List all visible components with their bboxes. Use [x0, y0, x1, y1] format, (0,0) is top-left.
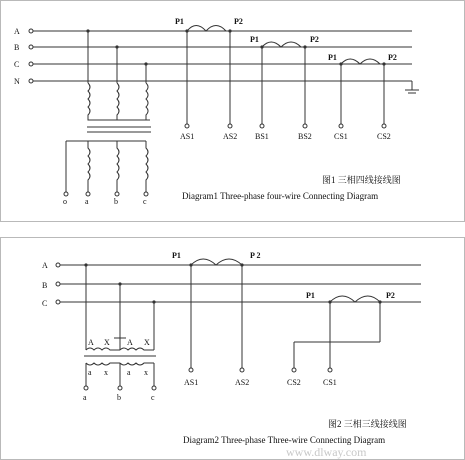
d2-meter-c	[287, 291, 395, 387]
vt-primary-coils	[88, 83, 150, 120]
pt2-primary-a: A	[127, 338, 133, 347]
meter-b-p2: P2	[310, 35, 319, 44]
meter-c-p2: P2	[388, 53, 397, 62]
d2-meter-c-s2: CS2	[287, 378, 301, 387]
pt1-secondary-x: x	[104, 368, 108, 377]
line-label-n: N	[14, 77, 20, 86]
meter-a-p1: P1	[175, 17, 184, 26]
d2-meter-c-coil	[330, 296, 380, 302]
meter-b-coil	[262, 42, 301, 47]
meter-a-s2: AS2	[223, 132, 238, 141]
d2-meter-a-s2: AS2	[235, 378, 250, 387]
line-label-a: A	[14, 27, 20, 36]
meter-a-s1: AS1	[180, 132, 195, 141]
diagram2-caption-en: Diagram2 Three-phase Three-wire Connecting Diagram	[183, 435, 386, 445]
line-b-terminal	[29, 45, 33, 49]
line-c-terminal	[29, 62, 33, 66]
diagram2-caption-cn: 图2 三相三线接线图	[328, 419, 407, 429]
meter-c-coil	[341, 59, 380, 64]
d2-terminal-label-a: a	[83, 393, 87, 402]
ground-icon	[405, 81, 419, 93]
secondary-terminal-b	[115, 192, 119, 196]
meter-b-s1: BS1	[255, 132, 269, 141]
d2-terminal-b	[118, 386, 122, 390]
d2-terminal-label-c: c	[151, 393, 155, 402]
diagram2	[42, 251, 421, 459]
meter-c-s2: CS2	[377, 132, 391, 141]
pt1-secondary-a: a	[88, 368, 92, 377]
meter-c-p1: P1	[328, 53, 337, 62]
d2-line-b-terminal	[56, 282, 60, 286]
vt-primary-connections	[86, 29, 147, 83]
secondary-label-o: o	[63, 197, 67, 206]
d2-line-label-a: A	[42, 261, 48, 270]
secondary-label-b: b	[114, 197, 118, 206]
pt2-secondary-x: x	[144, 368, 148, 377]
pt2-primary-x: X	[144, 338, 150, 347]
d2-terminal-c	[152, 386, 156, 390]
secondary-terminal-a	[86, 192, 90, 196]
d2-meter-a-p2: P 2	[250, 251, 261, 260]
meter-c-s1: CS1	[334, 132, 348, 141]
pt2-secondary-a: a	[127, 368, 131, 377]
d2-terminal-label-b: b	[117, 393, 121, 402]
meter-a	[175, 17, 243, 141]
line-label-b: B	[14, 43, 20, 52]
secondary-label-a: a	[85, 197, 89, 206]
d2-meter-a-coil	[191, 259, 242, 265]
secondary-terminal-c	[144, 192, 148, 196]
pt-connections	[84, 263, 155, 338]
diagram1-caption-cn: 图1 三相四线接线图	[322, 175, 401, 185]
line-n-terminal	[29, 79, 33, 83]
d2-meter-c-p2: P2	[386, 291, 395, 300]
diagram1-caption-en: Diagram1 Three-phase four-wire Connecting Diagram	[182, 191, 379, 201]
secondary-terminal-o	[64, 192, 68, 196]
watermark: www.dlway.com	[286, 445, 367, 459]
d2-terminal-a	[84, 386, 88, 390]
d2-meter-c-s1: CS1	[323, 378, 337, 387]
meter-a-coil	[187, 26, 226, 32]
pt1-primary-x: X	[104, 338, 110, 347]
d2-meter-a-p1: P1	[172, 251, 181, 260]
meter-c	[328, 53, 397, 141]
meter-b	[250, 35, 319, 141]
line-label-c: C	[14, 60, 20, 69]
pt1-primary-a: A	[88, 338, 94, 347]
d2-line-c-terminal	[56, 300, 60, 304]
d2-line-label-c: C	[42, 299, 48, 308]
d2-line-label-b: B	[42, 281, 48, 290]
meter-b-s2: BS2	[298, 132, 312, 141]
line-a-terminal	[29, 29, 33, 33]
d2-meter-c-p1: P1	[306, 291, 315, 300]
meter-a-p2: P2	[234, 17, 243, 26]
meter-b-p1: P1	[250, 35, 259, 44]
d2-meter-a	[172, 251, 260, 387]
vt-secondary-coils	[66, 141, 148, 192]
d2-meter-a-s1: AS1	[184, 378, 199, 387]
d2-line-a-terminal	[56, 263, 60, 267]
diagram1	[14, 17, 419, 206]
secondary-label-c: c	[143, 197, 147, 206]
